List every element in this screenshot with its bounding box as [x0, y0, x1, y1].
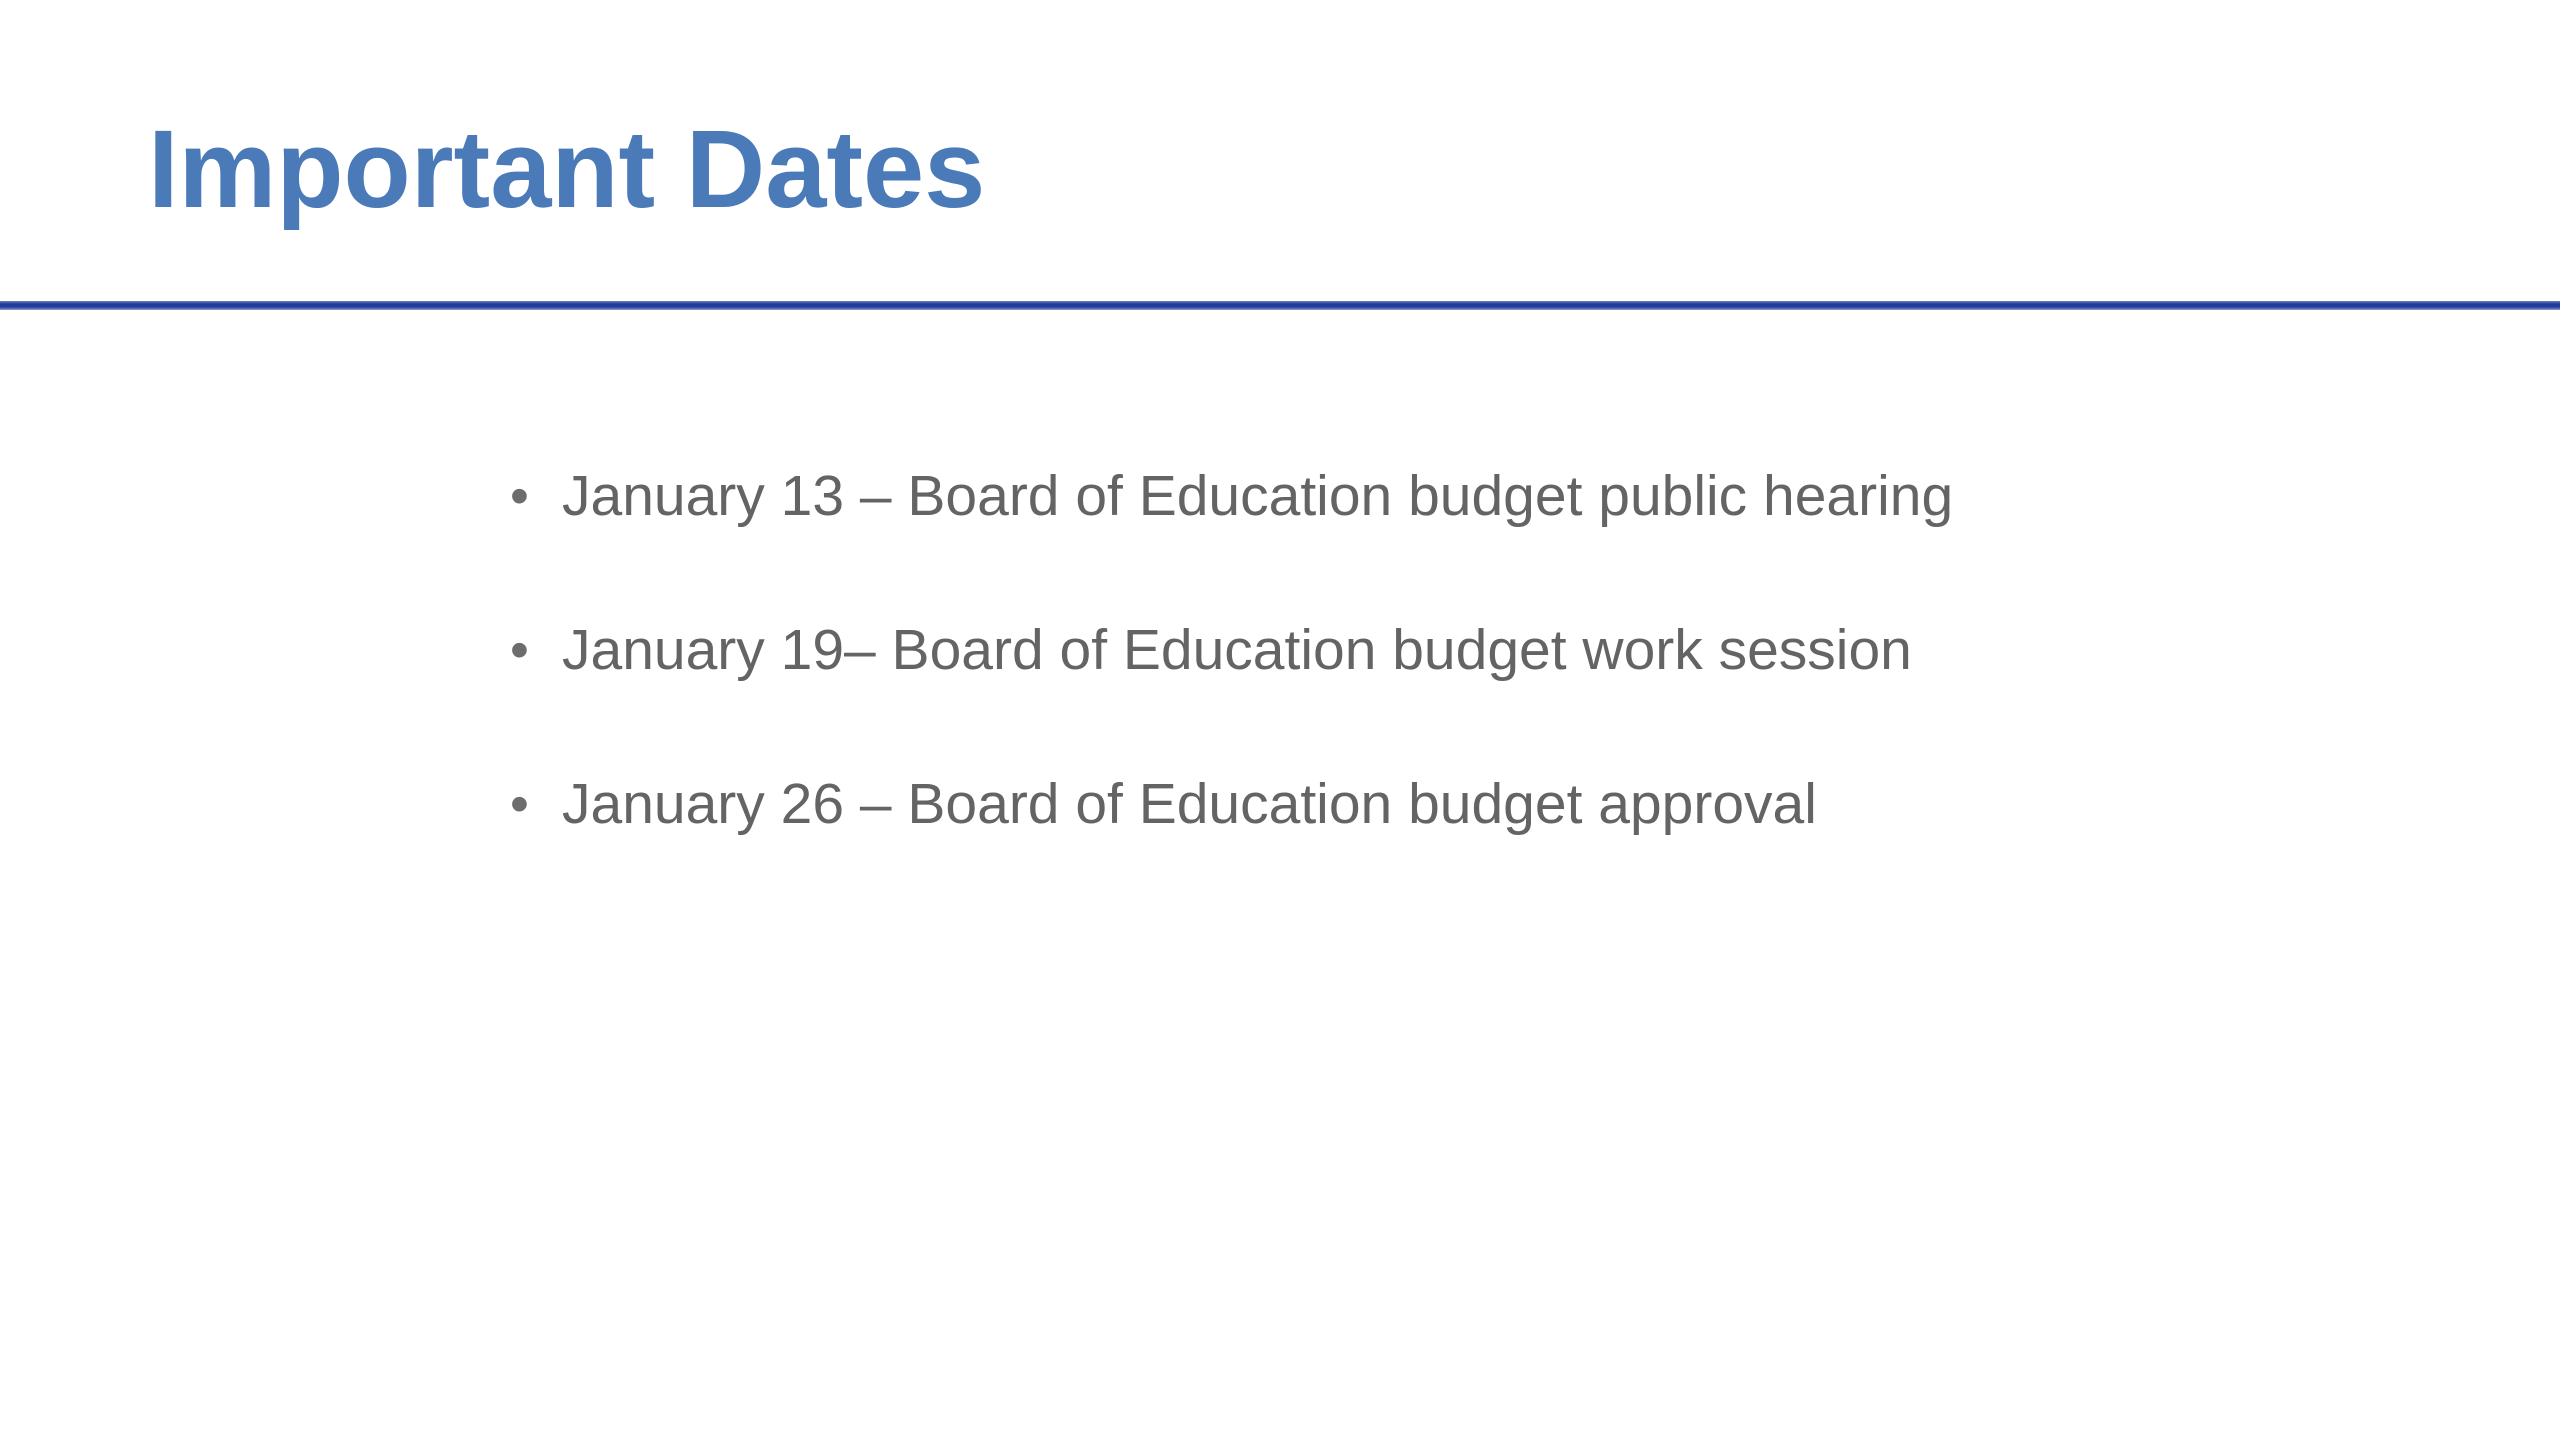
list-item — [510, 609, 1953, 763]
bullet-icon: • — [510, 466, 529, 526]
slide-title: Important Dates — [148, 108, 986, 231]
bullet-list — [510, 455, 1953, 917]
list-item — [510, 455, 1953, 609]
list-item — [510, 763, 1953, 917]
title-divider — [0, 301, 2560, 310]
bullet-text: January 13 – Board of Education budget public hearing — [562, 464, 1954, 528]
bullet-icon: • — [510, 774, 529, 834]
bullet-icon: • — [510, 620, 529, 680]
bullet-text: January 26 – Board of Education budget approval — [562, 772, 1817, 836]
bullet-text: January 19– Board of Education budget work session — [562, 618, 1912, 682]
